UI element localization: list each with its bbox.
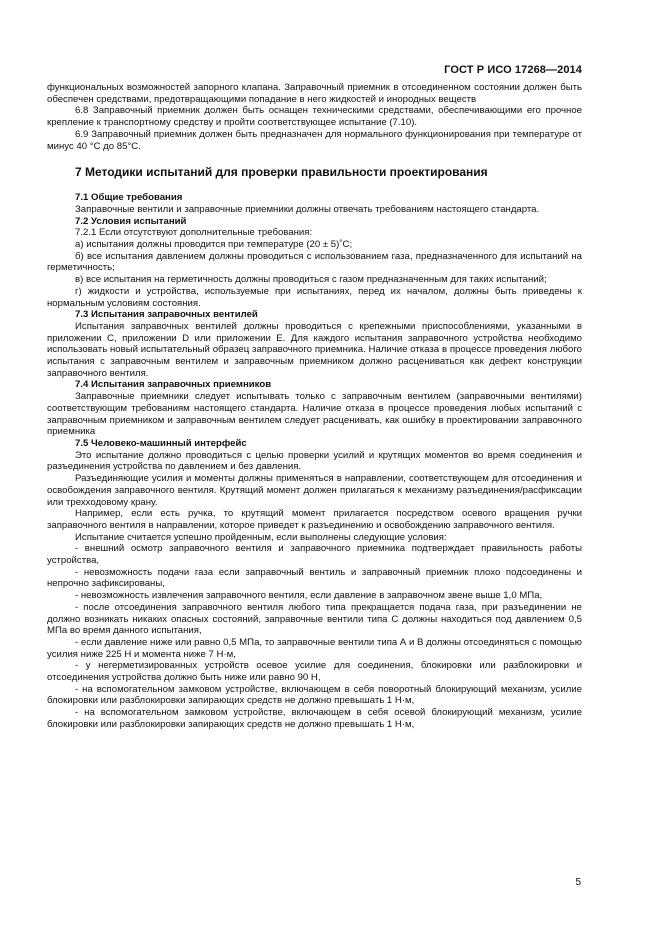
condition-item: - невозможность подачи газа если заправочный вентиль и заправочный приемник плохо подсоединены и непрочно зафиксированы, [47,566,582,590]
condition-item: - невозможность извлечения заправочного вентиля, если давление в заправочном звене выше 1,0 МПа, [75,590,543,602]
paragraph-7-4: Заправочные приемники следует испытывать только с заправочным вентилем (заправочными вентилями) соответствующим требованиям настоящего стандарта. Наличие отказа в процессе проведения любых испытаний с заправочным приемником и заправочным вентилем следует расценивать, как ошибку в проектировании заправочного приемника [47,391,582,438]
section-heading-7: 7 Методики испытаний для проверки правильности проектирования [75,165,488,180]
page-number: 5 [575,877,581,888]
list-item-7-2-g: г) жидкости и устройства, используемые при испытаниях, перед их началом, должны быть приведены к нормальным условиям состояния. [47,285,582,309]
subsection-heading-7-3: 7.3 Испытания заправочных вентилей [75,309,258,321]
paragraph-6-9: 6.9 Заправочный приемник должен быть предназначен для нормального функционирования при температуре от минус 40 °С до 85°С. [47,128,582,152]
condition-item: - внешний осмотр заправочного вентиля и заправочного приемника подтверждает правильность работы устройства, [47,543,582,567]
standard-code-header: ГОСТ Р ИСО 17268—2014 [444,64,582,76]
paragraph-7-1: Заправочные вентили и заправочные приемники должны отвечать требованиям настоящего стандарта. [75,203,540,215]
paragraph-6-8: 6.8 Заправочный приемник должен быть оснащен техническими средствами, обеспечивающими его прочное крепление к транспортному средству и пройти соответствующее испытание (7.10). [47,105,582,129]
condition-item: - если давление ниже или равно 0,5 МПа, то заправочные вентили типа А и В должны отсоединяться с помощью усилия ниже 225 Н и момента ниже 7 Н·м, [47,636,582,660]
condition-item: - на вспомогательном замковом устройстве, включающем в себя поворотный блокирующий механизм, усилие блокировки или разблокировки запирающих средств не должно превышать 1 Н·м, [47,683,582,707]
paragraph-intro: функциональных возможностей запорного клапана. Заправочный приемник в отсоединенном состоянии должен быть обеспечен средствами, предотвращающими попадание в него жидкостей и инородных веществ [47,82,582,105]
condition-item: - после отсоединения заправочного вентиля любого типа прекращается подача газа, при разъединении не должно возникать никаких опасных состояний, заправочные вентили типа С должны находиться под давлением 0,5 МПа во время данного испытания, [47,601,582,637]
subsection-heading-7-2: 7.2 Условия испытаний [75,215,187,227]
subsection-heading-7-5: 7.5 Человеко-машинный интерфейс [75,437,247,449]
paragraph-7-3: Испытания заправочных вентилей должны проводиться с крепежными приспособлениями, указанными в приложении С, приложении D или приложении Е. Для каждого испытания заправочного устройства необходимо использовать новый испытательный образец заправочного приемника. Наличие отказа в процессе проведения любого испытания с заправочным вентилем и заправочным приемником должно расцениваться как дефект конструкции заправочного вентиля. [47,320,582,379]
subsection-heading-7-4: 7.4 Испытания заправочных приемников [75,379,272,391]
paragraph-7-5-4: Испытание считается успешно пройденным, если выполнены следующие условия: [75,531,447,543]
paragraph-7-5-3: Например, если есть ручка, то крутящий момент прилагается посредством осевого вращения ручки заправочного вентиля в направлении, которое приведет к разъединению и освобождению заправочного вентиля. [47,508,582,531]
list-item-7-2-a: а) испытания должны проводится при температуре (20 ± 5)˚С; [75,239,353,251]
paragraph-7-2-1: 7.2.1 Если отсутствуют дополнительные требования: [75,227,313,239]
list-item-7-2-v: в) все испытания на герметичность должны проводиться с газом предназначенным для таких испытаний; [75,274,547,286]
document-body [47,82,582,731]
paragraph-7-5-1: Это испытание должно проводиться с целью проверки усилий и крутящих моментов во время соединения и разъединения устройства по давлением и без давления. [47,449,582,473]
list-item-7-2-b: б) все испытания давлением должны проводиться с использованием газа, предназначенного для испытаний на герметичность; [47,250,582,274]
condition-item: - у негерметизированных устройств осевое усилие для соединения, блокировки или разблокировки и отсоединения устройства должно быть ниже или равно 90 Н, [47,660,582,684]
subsection-heading-7-1: 7.1 Общие требования [75,192,183,204]
paragraph-7-5-2: Разъединяющие усилия и моменты должны применяться в направлении, соответствующем для отсоединения и освобождения заправочного вентиля. Крутящий момент должен прилагаться к механизму разъединения/расфиксации или трехходовому крану. [47,473,582,508]
condition-item: - на вспомогательном замковом устройстве, включающем в себя осевой блокирующий механизм, усилие блокировки или разблокировки запирающих средств не должно превышать 1 Н·м, [47,707,582,730]
